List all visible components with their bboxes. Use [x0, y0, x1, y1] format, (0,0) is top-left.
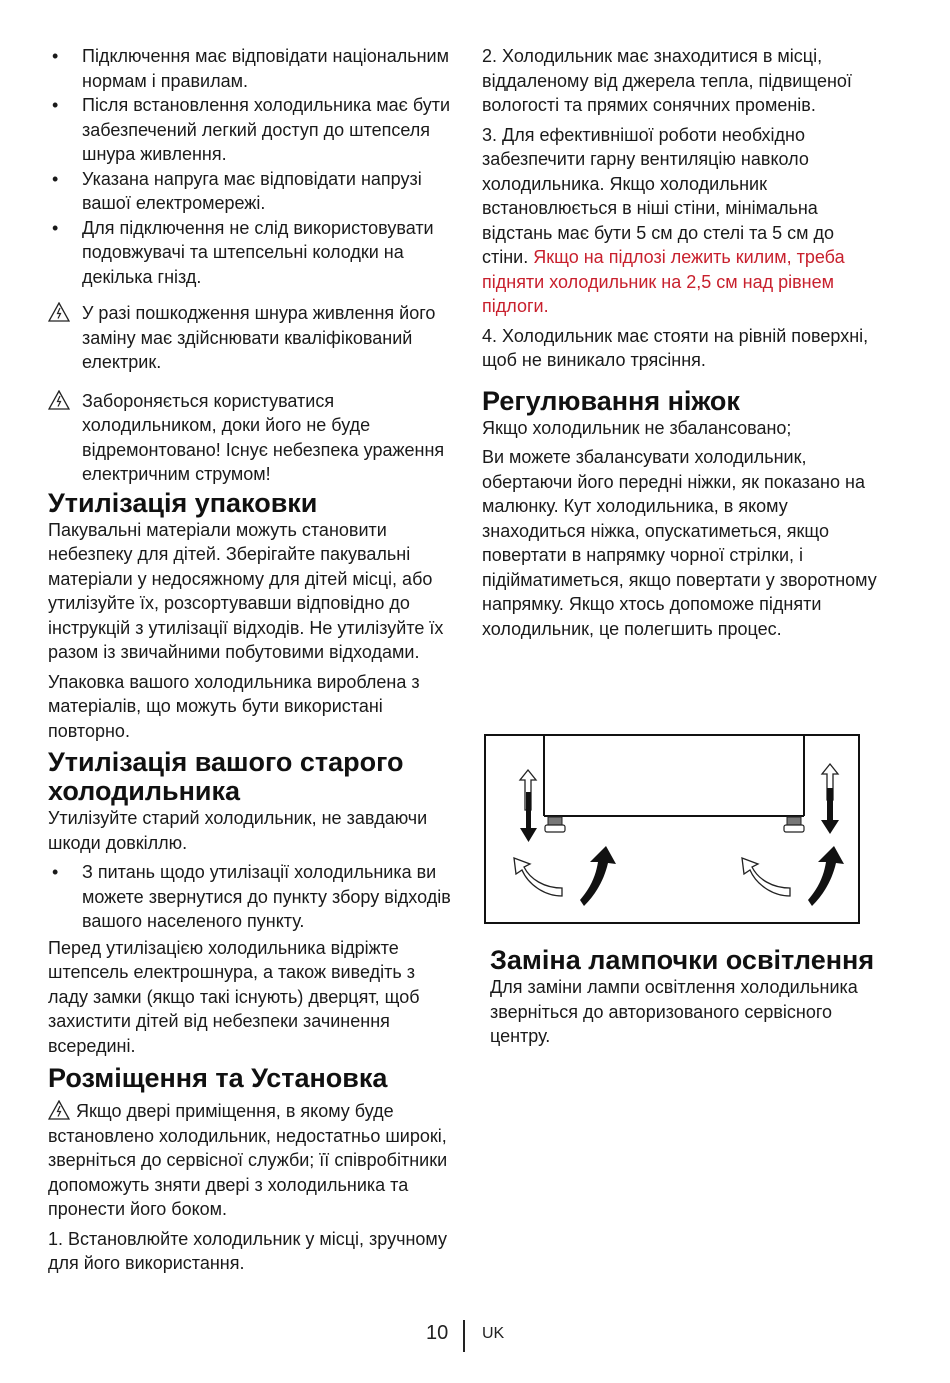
- right-column: [482, 44, 884, 646]
- old-fridge-bullet-list: [48, 860, 458, 934]
- placement-item-2: 2. Холодильник має знаходитися в місці, віддаленому від джерела тепла, підвищеної вологості та прямих сонячних променів.: [482, 46, 852, 115]
- lamp-paragraph: Для заміни лампи освітлення холодильника зверніться до авторизованого сервісного центру.: [490, 977, 858, 1046]
- left-column: [48, 44, 458, 1281]
- placement-heading: Розміщення та Установка: [48, 1063, 388, 1093]
- old-fridge-heading: Утилізація вашого старого холодильника: [48, 747, 404, 806]
- list-item: • З питань щодо утилізації холодильника ви можете звернутися до пункту збору відходів вашого населеного пункту.: [52, 862, 451, 931]
- warning-shock: Забороняється користуватися холодильником, доки його не буде відремонтовано! Існує небезпека ураження електричним струмом!: [48, 389, 458, 487]
- connection-bullet-list: [48, 44, 458, 289]
- feet-heading: Регулювання ніжок: [482, 385, 740, 416]
- page-footer: [0, 1318, 950, 1358]
- feet-paragraph: Ви можете збалансувати холодильник, обертаючи його передні ніжки, як показано на малюнку. Кут холодильника, в якому знаходиться ніжка, опускатиметься, якщо повертати в напрямку чорної стрілки, і підійматиметься, якщо повертати у зворотному напрямку. Якщо хтось допоможе підняти холодильник, це полегшить процес.: [482, 447, 877, 639]
- feet-adjustment-figure: [484, 734, 860, 924]
- placement-item-1: 1. Встановлюйте холодильник у місці, зручному для його використання.: [48, 1228, 447, 1273]
- placement-item-3: 3. Для ефективнішої роботи необхідно забезпечити гарну вентиляцію навколо холодильника. Якщо холодильник встановлюється в ніші стіни, мінімальна відстань має бути 5 см до стелі та 5 см до стіни. Якщо на підлозі лежить килим, треба підняти холодильник на 2,5 см над рівнем підлоги.: [482, 124, 845, 316]
- page-number: 10: [426, 1322, 449, 1344]
- footer-divider: [463, 1320, 465, 1352]
- packaging-paragraph: Упаковка вашого холодильника вироблена з матеріалів, що можуть бути використані повторно.: [48, 671, 420, 741]
- list-item: • Підключення має відповідати національним нормам і правилам.: [52, 46, 449, 91]
- old-fridge-paragraph: Перед утилізацією холодильника відріжте штепсель електрошнура, а також виведіть з ладу замки (якщо такі існують) дверцят, щоб захистити дітей від небезпеки зачинення всередині.: [48, 937, 420, 1056]
- left-foot-icon: [545, 817, 565, 832]
- right-foot-icon: [784, 817, 804, 832]
- language-code: UK: [482, 1325, 505, 1342]
- list-item: • Указана напруга має відповідати напрузі вашої електромережі.: [52, 168, 422, 213]
- warning-cord-damage: У разі пошкодження шнура живлення його заміну має здійснювати кваліфікований електрик.: [48, 301, 458, 375]
- placement-item-4: 4. Холодильник має стояти на рівній поверхні, щоб не виникало трясіння.: [482, 325, 869, 370]
- feet-paragraph: Якщо холодильник не збалансовано;: [482, 417, 792, 438]
- warning-triangle-icon: [48, 390, 70, 410]
- packaging-paragraph: Пакувальні матеріали можуть становити небезпеку для дітей. Зберігайте пакувальні матеріали у недосяжному для дітей місці, або утилізуйте їх, розсортувавши відповідно до інструкцій з утилізації відходів. Не утилізуйте їх разом із звичайними побутовими відходами.: [48, 519, 444, 662]
- old-fridge-paragraph: Утилізуйте старий холодильник, не завдаючи шкоди довкіллю.: [48, 808, 428, 853]
- packaging-heading: Утилізація упаковки: [48, 487, 318, 518]
- placement-warning: Якщо двері приміщення, в якому буде встановлено холодильник, недостатньо широкі, зверніться до сервісної служби; її співробітники допоможуть зняти двері з холодильника та пронести його боком.: [48, 1101, 448, 1219]
- list-item: • Для підключення не слід використовувати подовжувачі та штепсельні колодки на декілька гнізд.: [52, 217, 434, 287]
- list-item: • Після встановлення холодильника має бути забезпечений легкий доступ до штепселя шнура живлення.: [52, 95, 451, 164]
- lamp-section: [490, 946, 890, 1054]
- carpet-note: Якщо на підлозі лежить килим, треба підняти холодильник на 2,5 см над рівнем підлоги.: [482, 247, 845, 316]
- warning-triangle-icon: [48, 302, 70, 322]
- warning-triangle-icon: [48, 1100, 70, 1120]
- lamp-heading: Заміна лампочки освітлення: [490, 945, 875, 975]
